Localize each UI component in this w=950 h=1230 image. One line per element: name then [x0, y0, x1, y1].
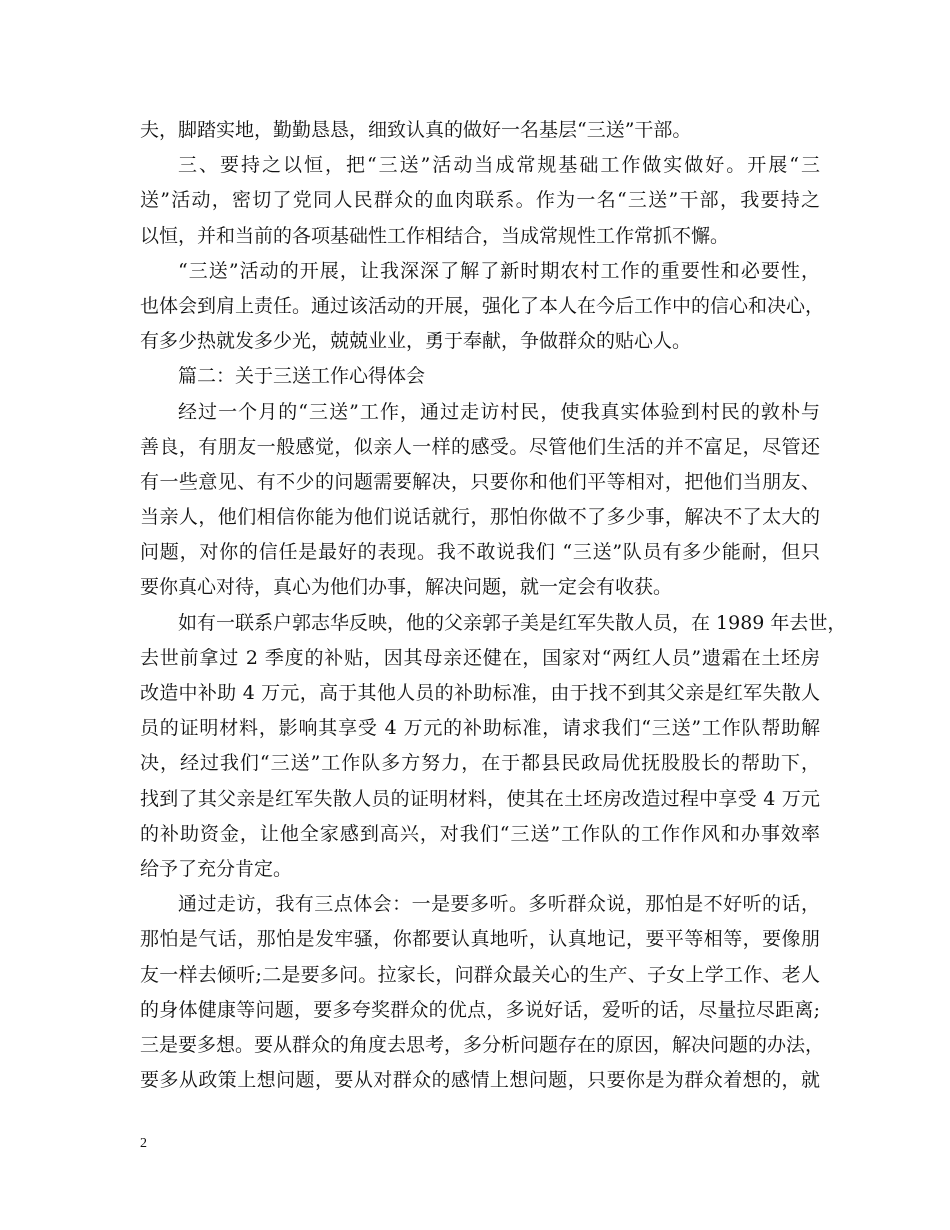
text-line: 如有一联系户郭志华反映，他的父亲郭子美是红军失散人员，在 1989 年去世，	[178, 611, 847, 634]
text-line: 善良，有朋友一般感觉，似亲人一样的感受。尽管他们生活的并不富足，尽管还	[140, 435, 820, 458]
text-line: 三是要多想。要从群众的角度去思考，多分析问题存在的原因，解决问题的办法，	[140, 1033, 825, 1056]
text-line: 的身体健康等问题，要多夸奖群众的优点，多说好话，爱听的话，尽量拉尽距离;	[140, 998, 820, 1021]
text-line: 决，经过我们“三送”工作队多方努力，在于都县民政局优抚股股长的帮助下，	[140, 752, 820, 775]
text-line: 有一些意见、有不少的问题需要解决，只要你和他们平等相对，把他们当朋友、	[140, 470, 820, 493]
text-line: 员的证明材料，影响其享受 4 万元的补助标准，请求我们“三送”工作队帮助解	[140, 717, 820, 740]
text-line: 以恒，并和当前的各项基础性工作相结合，当成常规性工作常抓不懈。	[140, 224, 730, 247]
section-heading	[140, 359, 820, 394]
paragraph-continuation	[140, 113, 820, 148]
text-line: 篇二：关于三送工作心得体会	[178, 365, 426, 388]
text-line: “三送”活动的开展，让我深深了解了新时期农村工作的重要性和必要性，	[178, 259, 820, 282]
text-line: 经过一个月的“三送”工作，通过走访村民，使我真实体验到村民的敦朴与	[178, 400, 820, 423]
document-body	[140, 113, 847, 1098]
paragraph-example-case	[140, 606, 847, 888]
text-line: 要多从政策上想问题，要从对群众的感情上想问题，只要你是为群众着想的，就	[140, 1069, 820, 1092]
text-line: 给予了充分肯定。	[140, 857, 293, 880]
text-line: 夫，脚踏实地，勤勤恳恳，细致认真的做好一名基层“三送”干部。	[140, 119, 692, 141]
text-line: 送”活动，密切了党同人民群众的血肉联系。作为一名“三送”干部，我要持之	[140, 189, 820, 212]
text-line: 通过走访，我有三点体会：一是要多听。多听群众说，那怕是不好听的话，	[178, 893, 820, 916]
page-number: 2	[140, 1136, 147, 1151]
text-line: 那怕是气话，那怕是发牢骚，你都要认真地听，认真地记，要平等相等，要像朋	[140, 928, 820, 951]
paragraph-point-three	[140, 148, 820, 254]
text-line: 找到了其父亲是红军失散人员的证明材料，使其在土坯房改造过程中享受 4 万元	[140, 787, 820, 810]
text-line: 问题，对你的信任是最好的表现。我不敢说我们 “三送”队员有多少能耐，但只	[140, 541, 820, 564]
text-line: 要你真心对待，真心为他们办事，解决问题，就一定会有收获。	[140, 576, 673, 599]
text-line: 当亲人，他们相信你能为他们说话就行，那怕你做不了多少事，解决不了太大的	[140, 506, 820, 529]
text-line: 去世前拿过 2 季度的补贴，因其母亲还健在，国家对“两红人员”遗霜在土坯房	[140, 646, 820, 669]
text-line: 有多少热就发多少光，兢兢业业，勇于奉献，争做群众的贴心人。	[140, 330, 692, 353]
text-line: 也体会到肩上责任。通过该活动的开展，强化了本人在今后工作中的信心和决心，	[140, 294, 825, 317]
text-line: 的补助资金，让他全家感到高兴，对我们“三送”工作队的工作作风和办事效率	[140, 822, 820, 845]
text-line: 三、要持之以恒，把“三送”活动当成常规基础工作做实做好。开展“三	[178, 154, 820, 177]
text-line: 友一样去倾听;二是要多问。拉家长，问群众最关心的生产、子女上学工作、老人	[140, 963, 820, 986]
paragraph-visit-villagers	[140, 395, 820, 606]
text-line: 改造中补助 4 万元，高于其他人员的补助标准，由于找不到其父亲是红军失散人	[140, 682, 820, 704]
paragraph-three-insights	[140, 887, 825, 1098]
paragraph-conclusion	[140, 254, 825, 360]
